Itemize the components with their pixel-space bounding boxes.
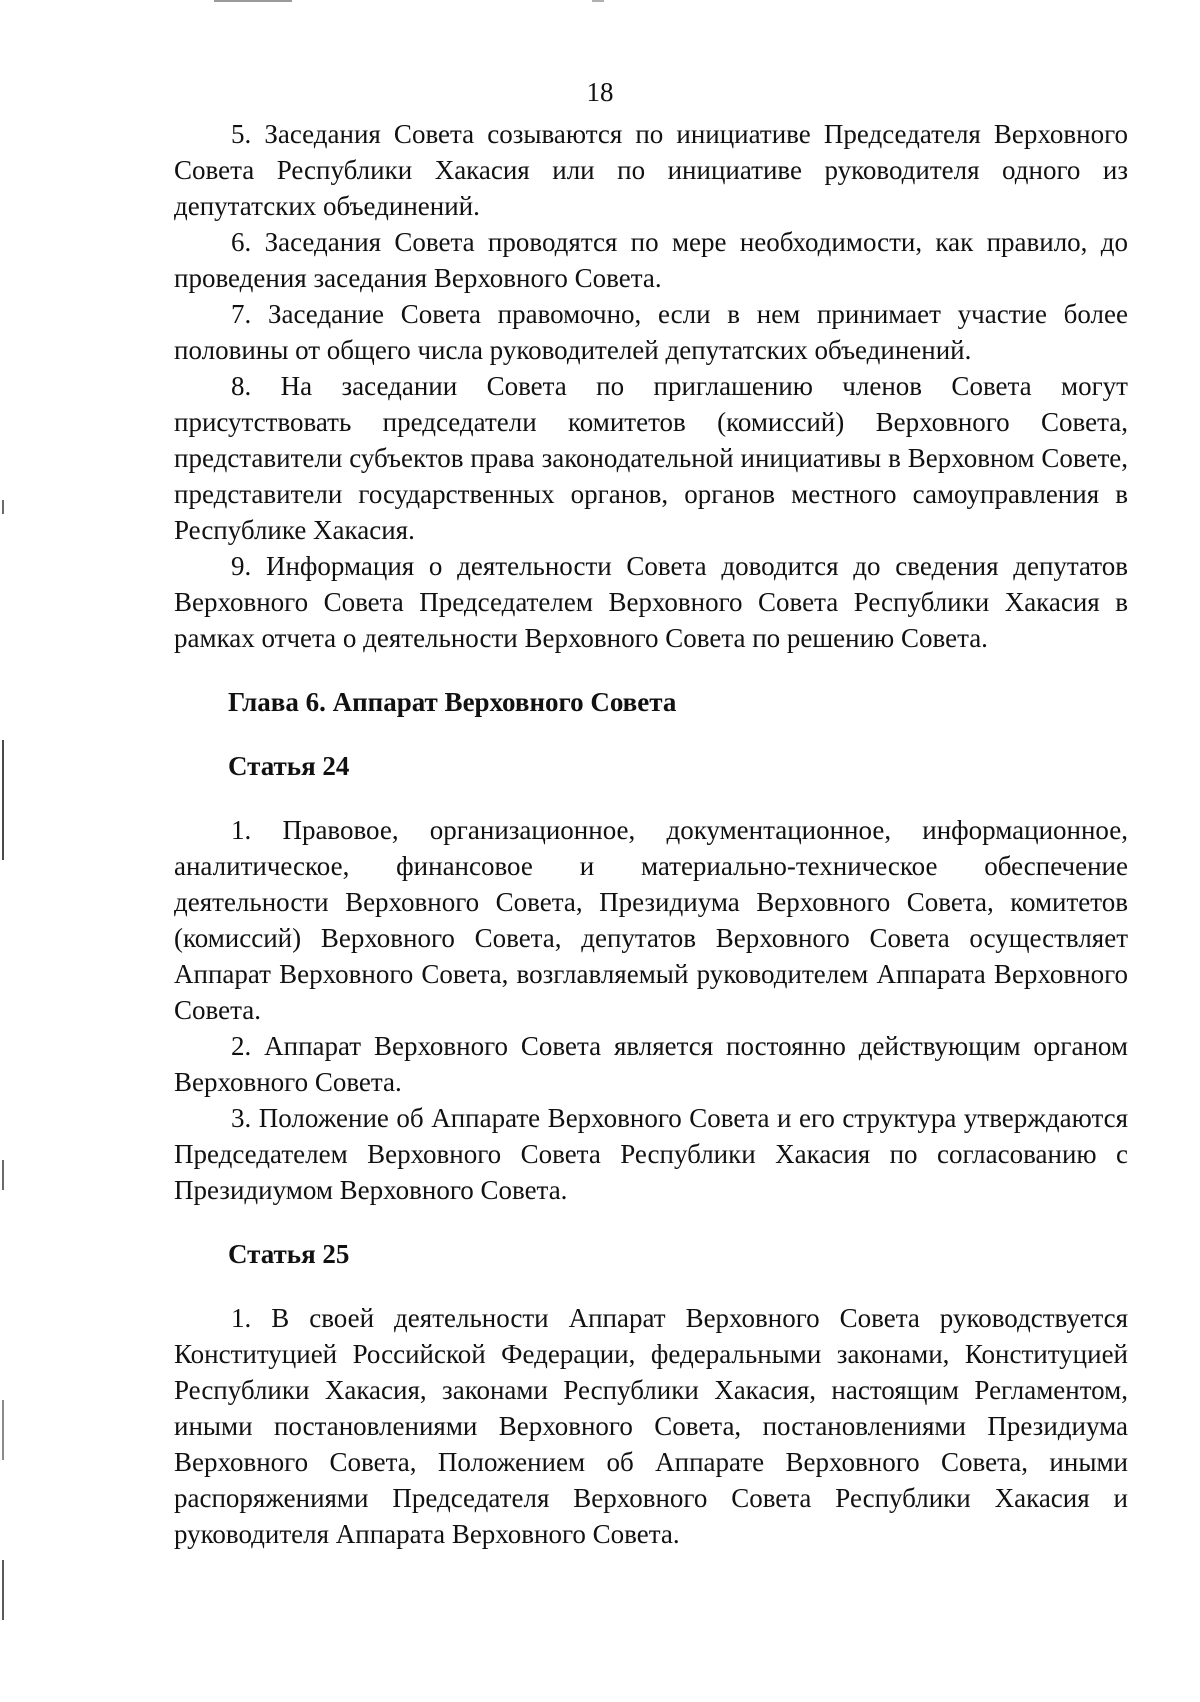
- document-body: [174, 116, 1128, 1552]
- paragraph: 2. Аппарат Верховного Совета является постоянно действующим органом Верховного Совета.: [174, 1031, 1128, 1097]
- scan-artifact: [2, 1400, 4, 1460]
- paragraph: 9. Информация о деятельности Совета доводится до сведения депутатов Верховного Совета Председателем Верховного Совета Республики Хакасия в рамках отчета о деятельности Верховного Совета по решению Совета.: [174, 551, 1128, 653]
- article-24-title: Статья 24: [228, 751, 350, 781]
- article-25-title: Статья 25: [228, 1239, 350, 1269]
- scan-artifact: [2, 1560, 4, 1620]
- scan-artifact: [2, 1160, 4, 1190]
- scan-artifact: [2, 740, 4, 860]
- scan-artifact: [592, 0, 604, 2]
- paragraph: 6. Заседания Совета проводятся по мере необходимости, как правило, до проведения заседания Верховного Совета.: [174, 227, 1128, 293]
- paragraph: 1. В своей деятельности Аппарат Верховного Совета руководствуется Конституцией Российской Федерации, федеральными законами, Конституцией Республики Хакасия, законами Республики Хакасия, настоящим Регламентом, иными постановлениями Верховного Совета, постановлениями Президиума Верховного Совета, Положением об Аппарате Верховного Совета, иными распоряжениями Председателя Верховного Совета Республики Хакасия и руководителя Аппарата Верховного Совета.: [174, 1303, 1128, 1549]
- paragraph: 7. Заседание Совета правомочно, если в нем принимает участие более половины от общего числа руководителей депутатских объединений.: [174, 299, 1128, 365]
- paragraph: 1. Правовое, организационное, документационное, информационное, аналитическое, финансовое и материально-техническое обеспечение деятельности Верховного Совета, Президиума Верховного Совета, комитетов (комиссий) Верховного Совета, депутатов Верховного Совета осуществляет Аппарат Верховного Совета, возглавляемый руководителем Аппарата Верховного Совета.: [174, 815, 1128, 1025]
- chapter-title: Глава 6. Аппарат Верховного Совета: [228, 687, 677, 717]
- scan-artifact: [2, 500, 4, 514]
- paragraph: 5. Заседания Совета созываются по инициативе Председателя Верховного Совета Республики Хакасия или по инициативе руководителя одного из депутатских объединений.: [174, 119, 1128, 221]
- scan-artifact: [214, 0, 292, 2]
- paragraph: 8. На заседании Совета по приглашению членов Совета могут присутствовать председатели комитетов (комиссий) Верховного Совета, представители субъектов права законодательной инициативы в Верховном Совете, представители государственных органов, органов местного самоуправления в Республике Хакасия.: [174, 371, 1128, 545]
- paragraph: 3. Положение об Аппарате Верховного Совета и его структура утверждаются Председателем Верховного Совета Республики Хакасия по согласованию с Президиумом Верховного Совета.: [174, 1103, 1128, 1205]
- page-number: 18: [586, 77, 614, 107]
